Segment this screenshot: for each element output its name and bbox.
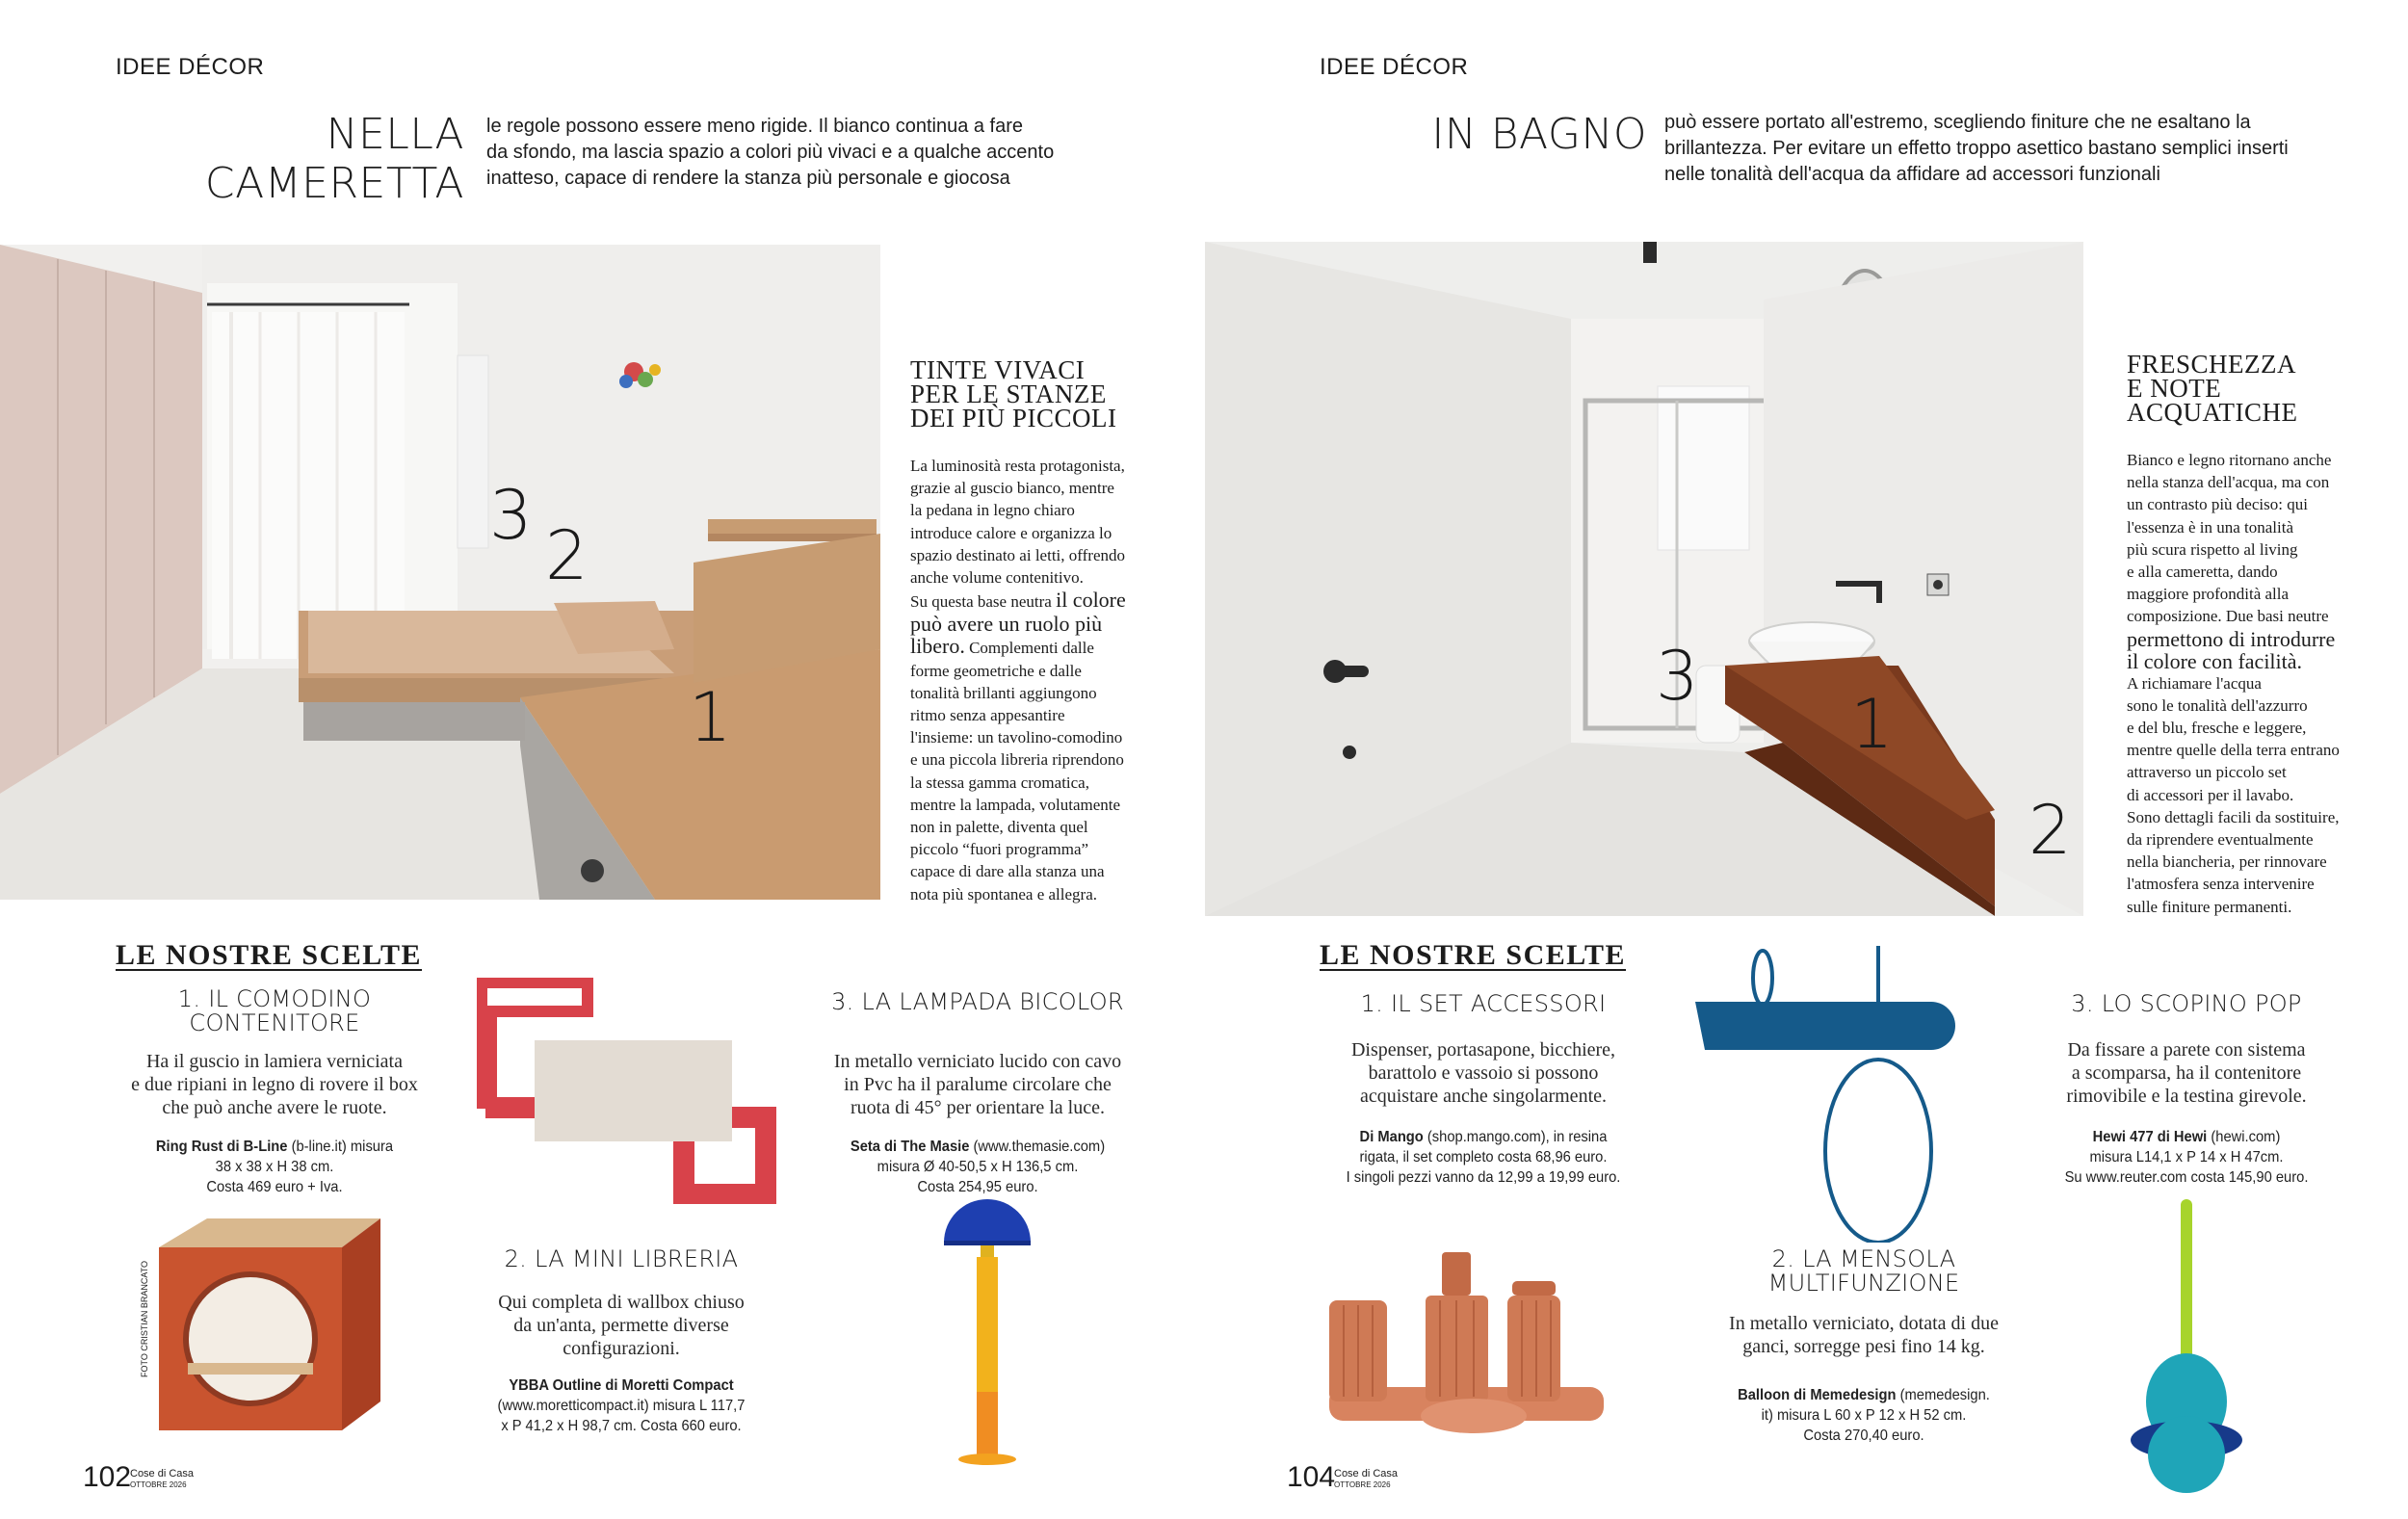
- product-description: [1305, 1038, 1662, 1108]
- folio: [1334, 1468, 1398, 1491]
- toilet-brush-image: [2129, 1199, 2244, 1507]
- body-line: non in palette, diventa quel: [910, 818, 1088, 837]
- product-title: [1710, 1247, 2018, 1296]
- credit-line: it) misura L 60 x P 12 x H 52 cm.: [1761, 1407, 1967, 1424]
- desc-line: In metallo verniciato, dotata di due: [1729, 1313, 1999, 1334]
- right-page: [1204, 0, 2408, 1519]
- choices-heading: LE NOSTRE SCELTE: [116, 939, 423, 971]
- credit-text: (shop.mango.com), in resina: [1426, 1129, 1608, 1145]
- desc-line: configurazioni.: [563, 1338, 680, 1359]
- body-line: piccolo “fuori programma”: [910, 840, 1089, 859]
- body-line: [910, 635, 1180, 659]
- product-credit: [1700, 1385, 2028, 1446]
- product-title-line: CONTENITORE: [189, 1009, 360, 1036]
- article-title: NELLA CAMERETTA: [204, 110, 464, 208]
- desc-line: ruota di 45° per orientare la luce.: [851, 1097, 1105, 1118]
- side-title-line: PER LE STANZE: [910, 380, 1107, 408]
- callout-number: 2: [2028, 791, 2072, 870]
- desc-line: Da fissare a parete con sistema: [2067, 1039, 2306, 1061]
- credit-line: Costa 469 euro + Iva.: [206, 1179, 343, 1195]
- body-line: e alla cameretta, dando: [2127, 563, 2278, 582]
- side-title-line: FRESCHEZZA: [2127, 350, 2297, 379]
- credit-line: [2023, 1127, 2350, 1147]
- product-name: Balloon di Memedesign: [1738, 1387, 1897, 1403]
- body-line: anche volume contenitivo.: [910, 568, 1084, 588]
- callout-number: 1: [1850, 685, 1894, 764]
- nightstand-image: [149, 1218, 390, 1435]
- product-name: Hewi 477 di Hewi: [2092, 1129, 2208, 1145]
- desc-line: e due ripiani in legno di rovere il box: [131, 1074, 418, 1095]
- credit-line: [827, 1137, 1129, 1157]
- desc-line: che può anche avere le ruote.: [162, 1097, 387, 1118]
- choices-heading: LE NOSTRE SCELTE: [1320, 939, 1627, 971]
- body-line: sono le tonalità dell'azzurro: [2127, 695, 2308, 715]
- credit-text: (b-line.it) misura: [291, 1139, 394, 1155]
- body-line: nota più spontanea e allegra.: [910, 884, 1098, 904]
- credit-line: 38 x 38 x H 38 cm.: [215, 1159, 334, 1175]
- body-line: La luminosità resta protagonista,: [910, 457, 1125, 475]
- product-title: [814, 990, 1141, 1014]
- intro-text: [1664, 110, 2377, 188]
- product-credit: [827, 1137, 1129, 1197]
- intro-line: brillantezza. Per evitare un effetto troppo asettico bastano semplici inserti: [1664, 138, 2289, 159]
- desc-line: Qui completa di wallbox chiuso: [498, 1292, 745, 1313]
- side-body: [910, 455, 1180, 905]
- product-title: [1305, 992, 1662, 1016]
- folio-line: OTTOBRE 2026: [1334, 1480, 1391, 1489]
- product-title-line: 2. LA MINI LIBRERIA: [504, 1245, 739, 1272]
- body-line: mentre la lampada, volutamente: [910, 795, 1121, 814]
- desc-line: Ha il guscio in lamiera verniciata: [145, 1051, 403, 1072]
- body-line: attraverso un piccolo set: [2127, 763, 2287, 782]
- credit-line: [1311, 1127, 1657, 1147]
- credit-line: misura L14,1 x P 14 x H 47cm.: [2089, 1149, 2284, 1165]
- desc-line: in Pvc ha il paralume circolare che: [844, 1074, 1112, 1095]
- product-title: [96, 987, 453, 1035]
- wall-shelf-image: [1686, 934, 1975, 1243]
- bedroom-photo: [0, 245, 880, 900]
- product-description: [1686, 1312, 2042, 1358]
- intro-line: da sfondo, ma lascia spazio a colori più vivaci e a qualche accento: [486, 142, 1055, 163]
- credit-line: (www.moretticompact.it) misura L 117,7: [497, 1398, 746, 1414]
- intro-line: le regole possono essere meno rigide. Il bianco continua a fare: [486, 116, 1024, 137]
- credit-line: Costa 254,95 euro.: [917, 1179, 1038, 1195]
- desc-line: a scomparsa, ha il contenitore: [2071, 1062, 2302, 1084]
- product-title-line: MULTIFUNZIONE: [1767, 1270, 1960, 1296]
- credit-line: misura Ø 40-50,5 x H 136,5 cm.: [877, 1159, 1079, 1175]
- body-line: spazio destinato ai letti, offrendo: [910, 545, 1125, 564]
- body-line: maggiore profondità alla: [2127, 585, 2290, 604]
- body-text: Su questa base neutra: [910, 592, 1052, 612]
- product-title: [2018, 992, 2355, 1016]
- page-number: 104: [1287, 1461, 1336, 1493]
- product-title: [462, 1247, 780, 1271]
- intro-line: può essere portato all'estremo, scegliendo finiture che ne esaltano la: [1664, 112, 2251, 133]
- page-number: 102: [83, 1461, 132, 1493]
- credit-text: (memedesign.: [1899, 1387, 1990, 1403]
- desc-line: acquistare anche singolarmente.: [1360, 1086, 1607, 1107]
- body-line: nella stanza dell'acqua, ma con: [2127, 473, 2330, 492]
- desc-line: da un'anta, permette diverse: [513, 1315, 729, 1336]
- body-line: mentre quelle della terra entrano: [2127, 741, 2340, 760]
- body-line: grazie al guscio bianco, mentre: [910, 479, 1114, 498]
- credit-line: x P 41,2 x H 98,7 cm. Costa 660 euro.: [501, 1418, 742, 1434]
- body-line: l'essenza è in una tonalità: [2127, 517, 2293, 537]
- highlight-text: il colore: [1056, 588, 1126, 613]
- desc-line: barattolo e vassoio si possono: [1368, 1062, 1599, 1084]
- body-line: tonalità brillanti aggiungono: [910, 683, 1097, 702]
- bathroom-photo: [1205, 242, 2083, 916]
- product-name: Di Mango: [1359, 1129, 1424, 1145]
- intro-text: [486, 114, 1122, 192]
- highlight-text: libero.: [910, 634, 965, 659]
- credit-line: I singoli pezzi vanno da 12,99 a 19,99 euro.: [1346, 1169, 1621, 1186]
- body-line: la stessa gamma cromatica,: [910, 773, 1089, 792]
- desc-line: In metallo verniciato lucido con cavo: [833, 1051, 1122, 1072]
- product-name: YBBA Outline di Moretti Compact: [509, 1377, 734, 1394]
- body-line: capace di dare alla stanza una: [910, 862, 1105, 881]
- credit-line: Su www.reuter.com costa 145,90 euro.: [2064, 1169, 2309, 1186]
- body-line: l'insieme: un tavolino-comodino: [910, 728, 1123, 747]
- section-label: IDEE DÉCOR: [116, 54, 265, 80]
- callout-number: 3: [489, 476, 533, 555]
- side-title-line: DEI PIÙ PICCOLI: [910, 404, 1117, 432]
- credit-line: [471, 1375, 772, 1396]
- body-line: di accessori per il lavabo.: [2127, 785, 2294, 804]
- body-line: forme geometriche e dalle: [910, 661, 1082, 680]
- highlight-text: può avere un ruolo più: [910, 612, 1103, 637]
- side-title: [2127, 350, 2377, 427]
- product-name: Ring Rust di B-Line: [155, 1139, 288, 1155]
- body-line: un contrasto più deciso: qui: [2127, 495, 2308, 514]
- bedroom-illustration: [0, 245, 880, 900]
- accessory-set-image: [1320, 1243, 1618, 1440]
- body-line: sulle finiture permanenti.: [2127, 897, 2292, 916]
- folio: [130, 1468, 194, 1491]
- bookshelf-image: [477, 978, 785, 1204]
- product-title-line: 2. LA MENSOLA: [1771, 1245, 1956, 1272]
- credit-line: Costa 270,40 euro.: [1803, 1427, 1924, 1444]
- article-title: IN BAGNO: [1431, 110, 1647, 159]
- folio-line: Cose di Casa: [130, 1468, 195, 1480]
- product-description: [814, 1050, 1141, 1119]
- body-text: Complementi dalle: [969, 639, 1094, 658]
- credit-line: [1700, 1385, 2028, 1405]
- product-credit: [111, 1137, 438, 1197]
- body-line: e del blu, fresche e leggere,: [2127, 719, 2307, 738]
- side-title: [910, 355, 1161, 432]
- body-line: Sono dettagli facili da sostituire,: [2127, 807, 2340, 826]
- body-line: introduce calore e organizza lo: [910, 523, 1112, 542]
- product-title-line: 1. IL COMODINO: [177, 985, 372, 1012]
- side-body: [2127, 449, 2406, 918]
- section-label: IDEE DÉCOR: [1320, 54, 1469, 80]
- folio-line: Cose di Casa: [1334, 1468, 1399, 1480]
- body-line: e una piccola libreria riprendono: [910, 750, 1124, 770]
- product-title-line: 3. LO SCOPINO POP: [2071, 990, 2302, 1017]
- product-title-line: 1. IL SET ACCESSORI: [1360, 990, 1607, 1017]
- intro-line: nelle tonalità dell'acqua da affidare ad accessori funzionali: [1664, 164, 2160, 185]
- callout-number: 3: [1656, 637, 1699, 716]
- body-line: A richiamare l'acqua: [2127, 673, 2262, 693]
- bathroom-illustration: [1205, 242, 2083, 916]
- highlight-text: permettono di introdurre: [2127, 626, 2336, 651]
- body-line: la pedana in legno chiaro: [910, 501, 1075, 520]
- body-line: da riprendere eventualmente: [2127, 830, 2314, 850]
- desc-line: rimovibile e la testina girevole.: [2066, 1086, 2307, 1107]
- body-line: [910, 589, 1180, 613]
- callout-number: 1: [689, 678, 732, 757]
- credit-line: [111, 1137, 438, 1157]
- callout-number: 2: [545, 516, 589, 595]
- side-title-line: E NOTE: [2127, 374, 2222, 403]
- product-description: [2018, 1038, 2355, 1108]
- side-title-line: ACQUATICHE: [2127, 398, 2298, 427]
- body-line: nella biancheria, per rinnovare: [2127, 852, 2327, 872]
- product-description: [462, 1291, 780, 1360]
- product-description: [96, 1050, 453, 1119]
- desc-line: Dispenser, portasapone, bicchiere,: [1350, 1039, 1616, 1061]
- side-title-line: TINTE VIVACI: [910, 355, 1086, 384]
- product-name: Seta di The Masie: [850, 1139, 970, 1155]
- product-credit: [2023, 1127, 2350, 1188]
- lamp-image: [939, 1199, 1035, 1469]
- intro-line: inatteso, capace di rendere la stanza più personale e giocosa: [486, 168, 1010, 189]
- folio-line: OTTOBRE 2026: [130, 1480, 187, 1489]
- body-line: ritmo senza appesantire: [910, 706, 1065, 725]
- body-line: Bianco e legno ritornano anche: [2127, 451, 2332, 469]
- credit-line: rigata, il set completo costa 68,96 euro.: [1359, 1149, 1608, 1165]
- product-credit: [471, 1375, 772, 1436]
- body-line: composizione. Due basi neutre: [2127, 607, 2329, 626]
- highlight-text: il colore con facilità.: [2127, 648, 2303, 673]
- desc-line: ganci, sorregge pesi fino 14 kg.: [1742, 1336, 1985, 1357]
- body-line: più scura rispetto al living: [2127, 539, 2298, 559]
- product-credit: [1311, 1127, 1657, 1188]
- credit-text: (www.themasie.com): [973, 1139, 1106, 1155]
- credit-text: (hewi.com): [2211, 1129, 2281, 1145]
- body-line: l'atmosfera senza intervenire: [2127, 875, 2315, 894]
- photo-credit: FOTO CRISTIAN BRANCATO: [140, 1260, 149, 1377]
- product-title-line: 3. LA LAMPADA BICOLOR: [831, 988, 1124, 1015]
